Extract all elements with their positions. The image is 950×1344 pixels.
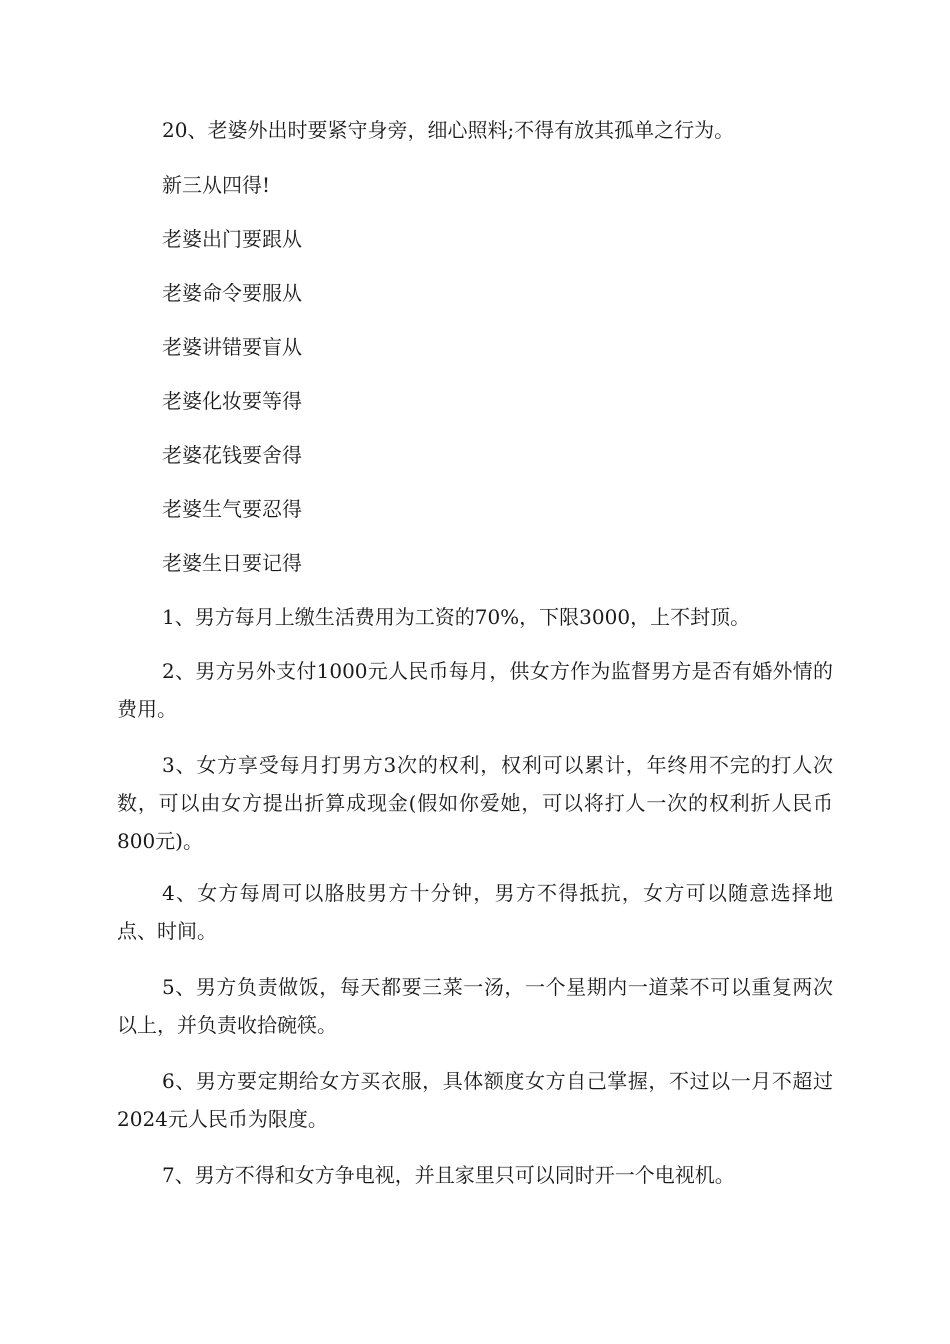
rule-1-line: 1、男方每月上缴生活费用为工资的70%，下限3000，上不封顶。 bbox=[162, 605, 751, 629]
rule-5-paragraph: 5、男方负责做饭，每天都要三菜一汤，一个星期内一道菜不可以重复两次以上，并负责收拾碗筷。 bbox=[117, 975, 833, 1037]
list-item: 老婆化妆要等得 bbox=[162, 389, 302, 413]
list-item: 老婆花钱要舍得 bbox=[162, 443, 302, 467]
rule-3-paragraph: 3、女方享受每月打男方3次的权利，权利可以累计，年终用不完的打人次数，可以由女方提出折算成现金(假如你爱她，可以将打人一次的权利折人民币800元)。 bbox=[117, 753, 833, 853]
list-item: 老婆命令要服从 bbox=[162, 281, 302, 305]
list-item: 老婆出门要跟从 bbox=[162, 227, 302, 251]
list-item: 老婆讲错要盲从 bbox=[162, 335, 302, 359]
rule-6-paragraph: 6、男方要定期给女方买衣服，具体额度女方自己掌握，不过以一月不超过2024元人民币为限度。 bbox=[117, 1069, 833, 1131]
rule-7-paragraph: 7、男方不得和女方争电视，并且家里只可以同时开一个电视机。 bbox=[162, 1163, 735, 1187]
rule-2-paragraph: 2、男方另外支付1000元人民币每月，供女方作为监督男方是否有婚外情的费用。 bbox=[117, 659, 833, 721]
rule-4-paragraph: 4、女方每周可以胳肢男方十分钟，男方不得抵抗，女方可以随意选择地点、时间。 bbox=[117, 881, 833, 943]
section-heading: 新三从四得! bbox=[162, 173, 271, 197]
list-item: 老婆生气要忍得 bbox=[162, 497, 302, 521]
list-item: 老婆生日要记得 bbox=[162, 551, 302, 575]
rule-20-line: 20、老婆外出时要紧守身旁，细心照料;不得有放其孤单之行为。 bbox=[162, 118, 735, 142]
